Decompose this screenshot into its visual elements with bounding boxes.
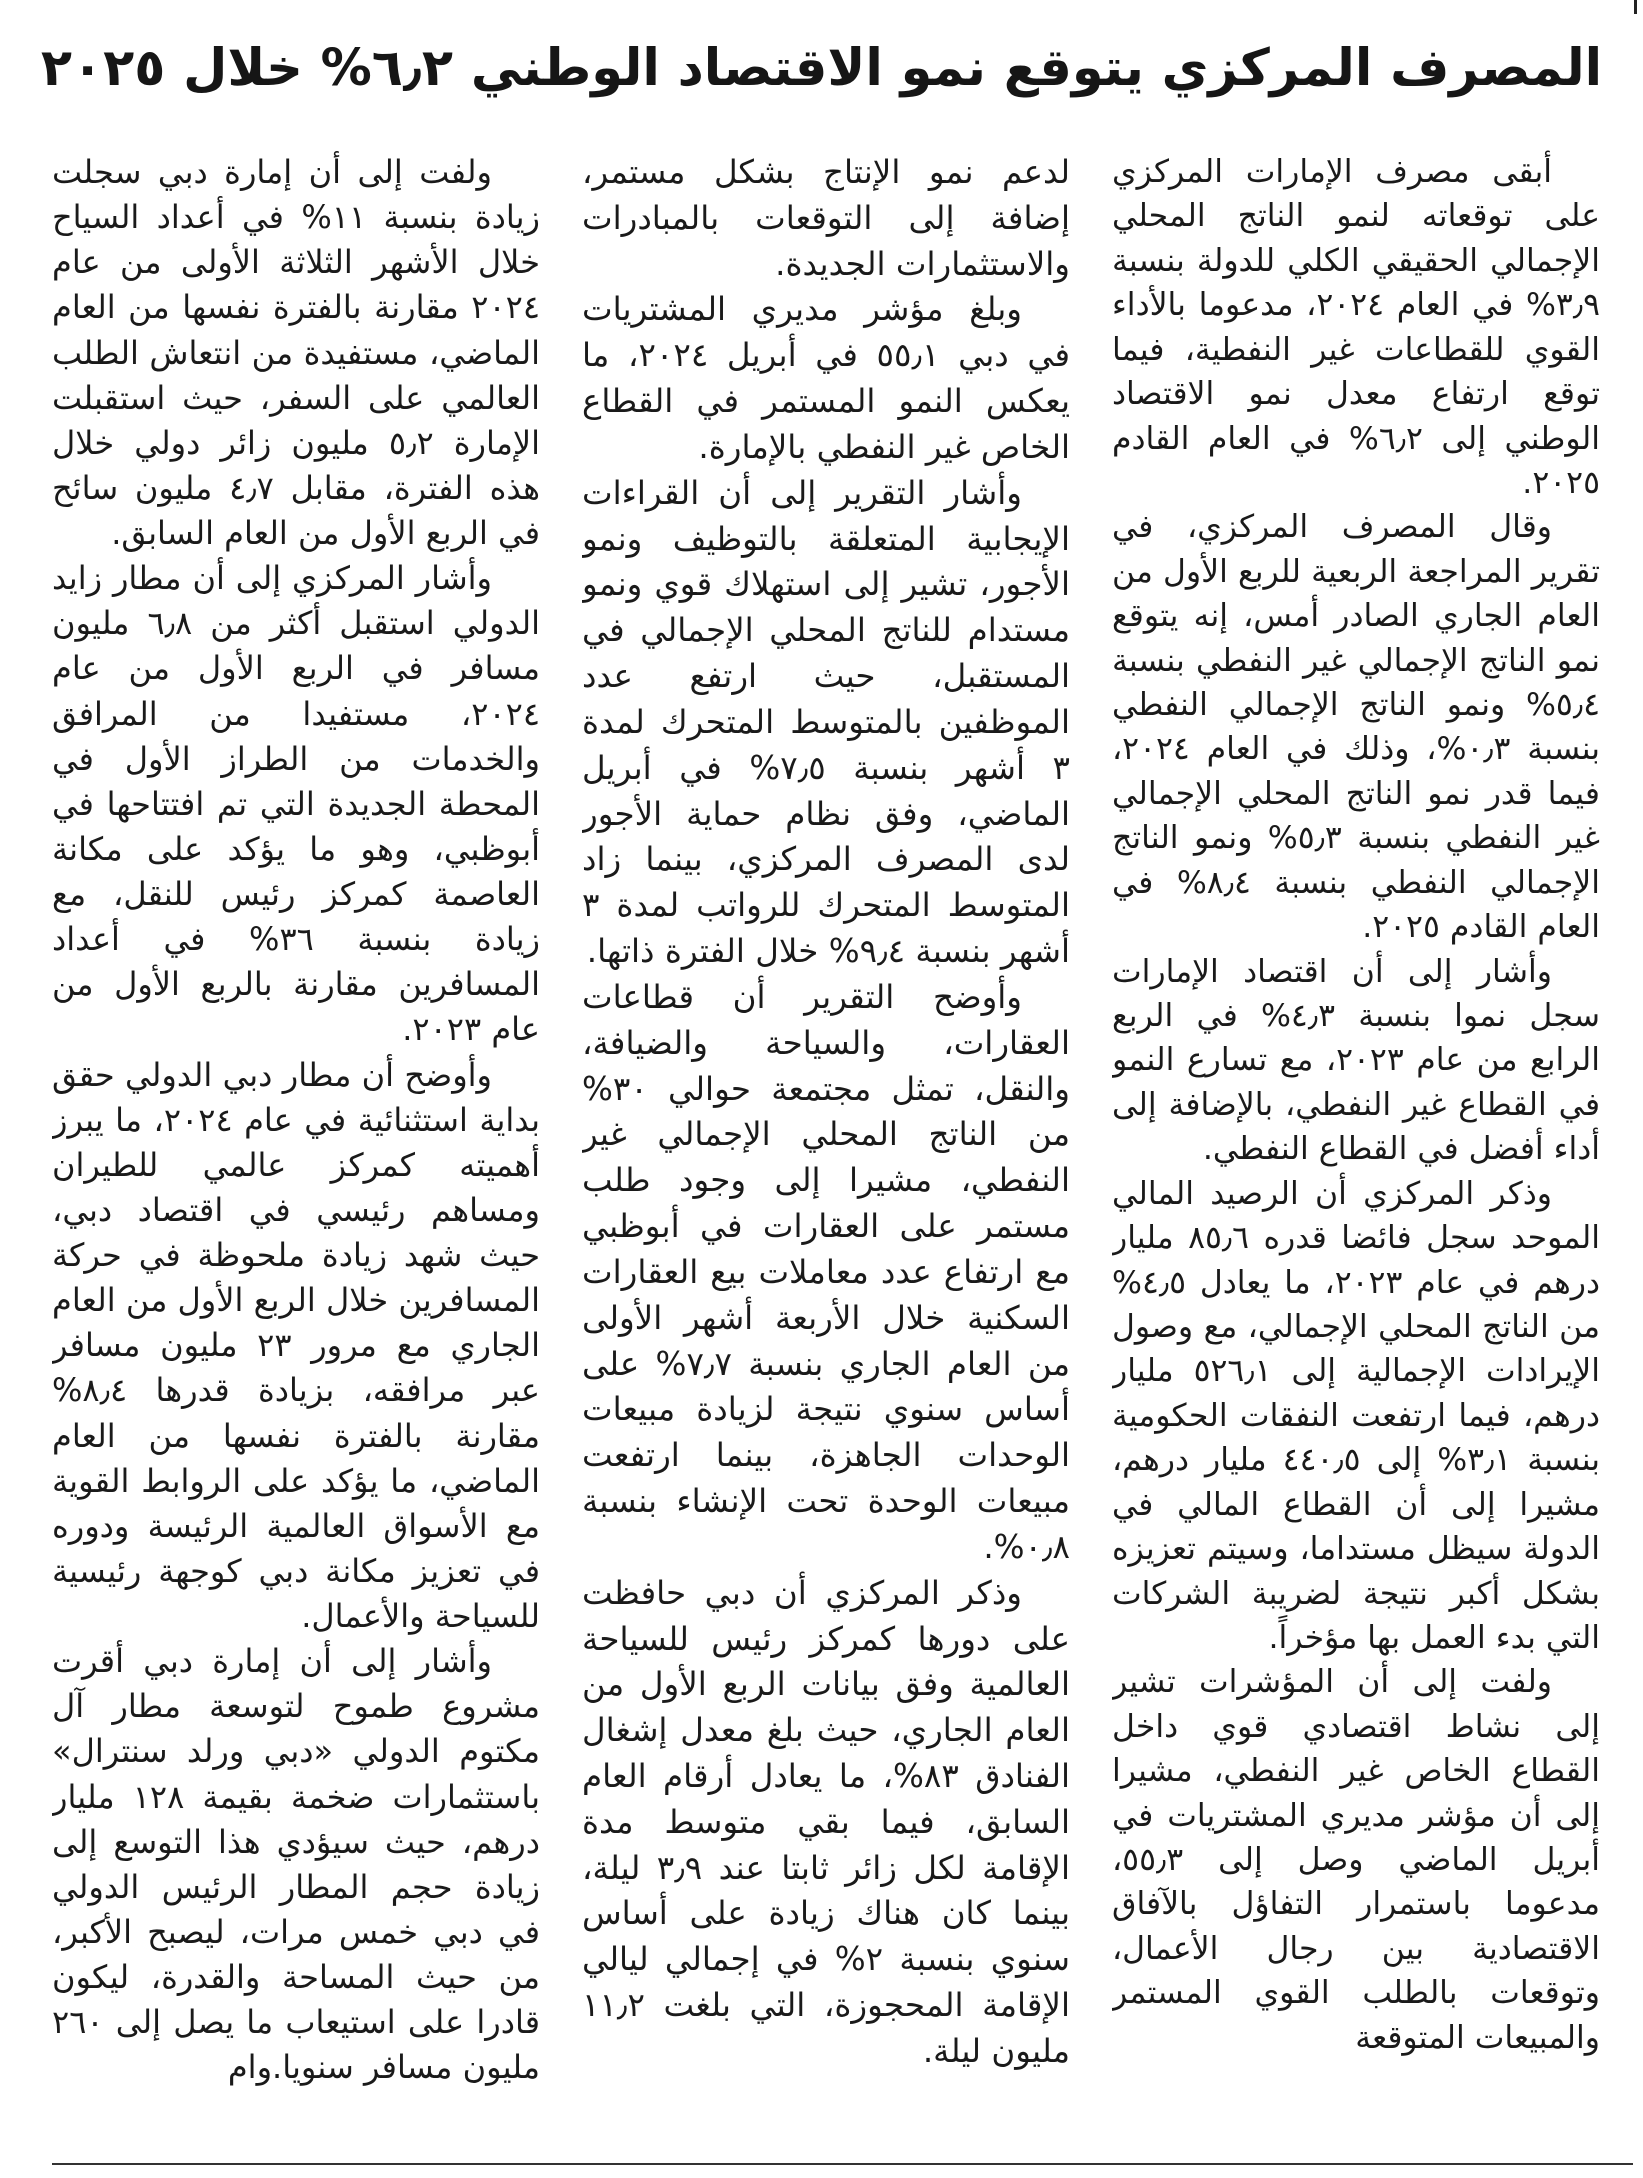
paragraph: وبلغ مؤشر مديري المشتريات في دبي ٥٥٫١ في أبريل ٢٠٢٤، ما يعكس النمو المستمر في القطاع الخاص غير النفطي بالإمارة.: [582, 290, 1070, 466]
paragraph: وذكر المركزي أن دبي حافظت على دورها كمركز رئيس للسياحة العالمية وفق بيانات الربع الأول من العام الجاري، حيث بلغ معدل إشغال الفنادق ٨٣%، ما يعادل أرقام العام السابق، فيما بقي متوسط مدة الإقامة لكل زائر ثابتا عند ٣٫٩ ليلة، بينما كان هناك زيادة على أساس سنوي بنسبة ٢% في إجمالي ليالي الإقامة المحجوزة، التي بلغت ١١٫٢ مليون ليلة.: [582, 1573, 1070, 2070]
paragraph: وأوضح التقرير أن قطاعات العقارات، والسياحة والضيافة، والنقل، تمثل مجتمعة حوالي ٣٠% من الناتج المحلي الإجمالي غير النفطي، مشيرا إلى وجود طلب مستمر على العقارات في أبوظبي مع ارتفاع عدد معاملات بيع العقارات السكنية خلال الأربعة أشهر الأولى من العام الجاري بنسبة ٧٫٧% على أساس سنوي نتيجة لزيادة مبيعات الوحدات الجاهزة، بينما ارتفعت مبيعات الوحدة تحت الإنشاء بنسبة ٠٫٨%.: [582, 977, 1070, 1566]
paragraph-continued: لدعم نمو الإنتاج بشكل مستمر، إضافة إلى التوقعات بالمبادرات والاستثمارات الجديدة.: [582, 153, 1070, 283]
paragraph: وأوضح أن مطار دبي الدولي حقق بداية استثنائية في عام ٢٠٢٤، ما يبرز أهميته كمركز عالمي للطيران ومساهم رئيسي في اقتصاد دبي، حيث شهد زيادة ملحوظة في حركة المسافرين خلال الربع الأول من العام الجاري مع مرور ٢٣ مليون مسافر عبر مرافقه، بزيادة قدرها ٨٫٤% مقارنة بالفترة نفسها من العام الماضي، ما يؤكد على الروابط القوية مع الأسواق العالمية الرئيسة ودوره في تعزيز مكانة دبي كوجهة رئيسية للسياحة والأعمال.: [52, 1055, 540, 1635]
paragraph: وأشار إلى أن اقتصاد الإمارات سجل نموا بنسبة ٤٫٣% في الربع الرابع من عام ٢٠٢٣، مع تسارع النمو في القطاع غير النفطي، بالإضافة إلى أداء أفضل في القطاع النفطي.: [1112, 953, 1600, 1168]
paragraph: وأشار المركزي إلى أن مطار زايد الدولي استقبل أكثر من ٦٫٨ مليون مسافر في الربع الأول من عام ٢٠٢٤، مستفيدا من المرافق والخدمات من الطراز الأول في المحطة الجديدة التي تم افتتاحها في أبوظبي، وهو ما يؤكد على مكانة العاصمة كمركز رئيس للنقل، مع زيادة بنسبة ٣٦% في أعداد المسافرين مقارنة بالربع الأول من عام ٢٠٢٣.: [52, 559, 540, 1049]
article-column-3: [52, 150, 540, 2110]
paragraph: ولفت إلى أن المؤشرات تشير إلى نشاط اقتصادي قوي داخل القطاع الخاص غير النفطي، مشيرا إلى أن مؤشر مديري المشتريات في أبريل الماضي وصل إلى ٥٥٫٣، مدعوما باستمرار التفاؤل بالآفاق الاقتصادية بين رجال الأعمال، وتوقعات بالطلب القوي المستمر والمبيعات المتوقعة: [1112, 1664, 1600, 2056]
paragraph: ولفت إلى أن إمارة دبي سجلت زيادة بنسبة ١١% في أعداد السياح خلال الأشهر الثلاثة الأولى من عام ٢٠٢٤ مقارنة بالفترة نفسها من العام الماضي، مستفيدة من انتعاش الطلب العالمي على السفر، حيث استقبلت الإمارة ٥٫٢ مليون زائر دولي خلال هذه الفترة، مقابل ٤٫٧ مليون سائح في الربع الأول من العام السابق.: [52, 153, 540, 552]
article-column-1: [1112, 150, 1600, 2110]
paragraph: وأشار إلى أن إمارة دبي أقرت مشروع طموح لتوسعة مطار آل مكتوم الدولي «دبي ورلد سنترال» باستثمارات ضخمة بقيمة ١٢٨ مليار درهم، حيث سيؤدي هذا التوسع إلى زيادة حجم المطار الرئيس الدولي في دبي خمس مرات، ليصبح الأكبر، من حيث المساحة والقدرة، ليكون قادرا على استيعاب ما يصل إلى ٢٦٠ مليون مسافر سنويا.وام: [52, 1642, 540, 2087]
article-body: [52, 150, 1600, 2110]
article-headline: المصرف المركزي يتوقع نمو الاقتصاد الوطني ٦٫٢% خلال ٢٠٢٥: [40, 39, 1603, 98]
corner-rule: [1634, 0, 1637, 14]
paragraph: وذكر المركزي أن الرصيد المالي الموحد سجل فائضا قدره ٨٥٫٦ مليار درهم في عام ٢٠٢٣، ما يعادل ٤٫٥% من الناتج المحلي الإجمالي، مع وصول الإيرادات الإجمالية إلى ٥٢٦٫١ مليار درهم، فيما ارتفعت النفقات الحكومية بنسبة ٣٫١% إلى ٤٤٠٫٥ مليار درهم، مشيرا إلى أن القطاع المالي في الدولة سيظل مستداما، وسيتم تعزيزه بشكل أكبر نتيجة لضريبة الشركات التي بدء العمل بها مؤخراً.: [1112, 1175, 1600, 1656]
paragraph: وأشار التقرير إلى أن القراءات الإيجابية المتعلقة بالتوظيف ونمو الأجور، تشير إلى استهلاك قوي ونمو مستدام للناتج المحلي الإجمالي في المستقبل، حيث ارتفع عدد الموظفين بالمتوسط المتحرك لمدة ٣ أشهر بنسبة ٧٫٥% في أبريل الماضي، وفق نظام حماية الأجور لدى المصرف المركزي، بينما زاد المتوسط المتحرك للرواتب لمدة ٣ أشهر بنسبة ٩٫٤% خلال الفترة ذاتها.: [582, 473, 1070, 971]
paragraph: أبقى مصرف الإمارات المركزي على توقعاته لنمو الناتج المحلي الإجمالي الحقيقي الكلي للدولة بنسبة ٣٫٩% في العام ٢٠٢٤، مدعوما بالأداء القوي للقطاعات غير النفطية، فيما توقع ارتفاع معدل نمو الاقتصاد الوطني إلى ٦٫٢% في العام القادم ٢٠٢٥.: [1112, 154, 1600, 501]
bottom-divider: [52, 2163, 1633, 2165]
paragraph: وقال المصرف المركزي، في تقرير المراجعة الربعية للربع الأول من العام الجاري الصادر أمس، إنه يتوقع نمو الناتج الإجمالي غير النفطي بنسبة ٥٫٤% ونمو الناتج الإجمالي النفطي بنسبة ٠٫٣%، وذلك في العام ٢٠٢٤، فيما قدر نمو الناتج المحلي الإجمالي غير النفطي بنسبة ٥٫٣% ونمو الناتج الإجمالي النفطي بنسبة ٨٫٤% في العام القادم ٢٠٢٥.: [1112, 509, 1600, 946]
article-column-2: [582, 150, 1070, 2110]
